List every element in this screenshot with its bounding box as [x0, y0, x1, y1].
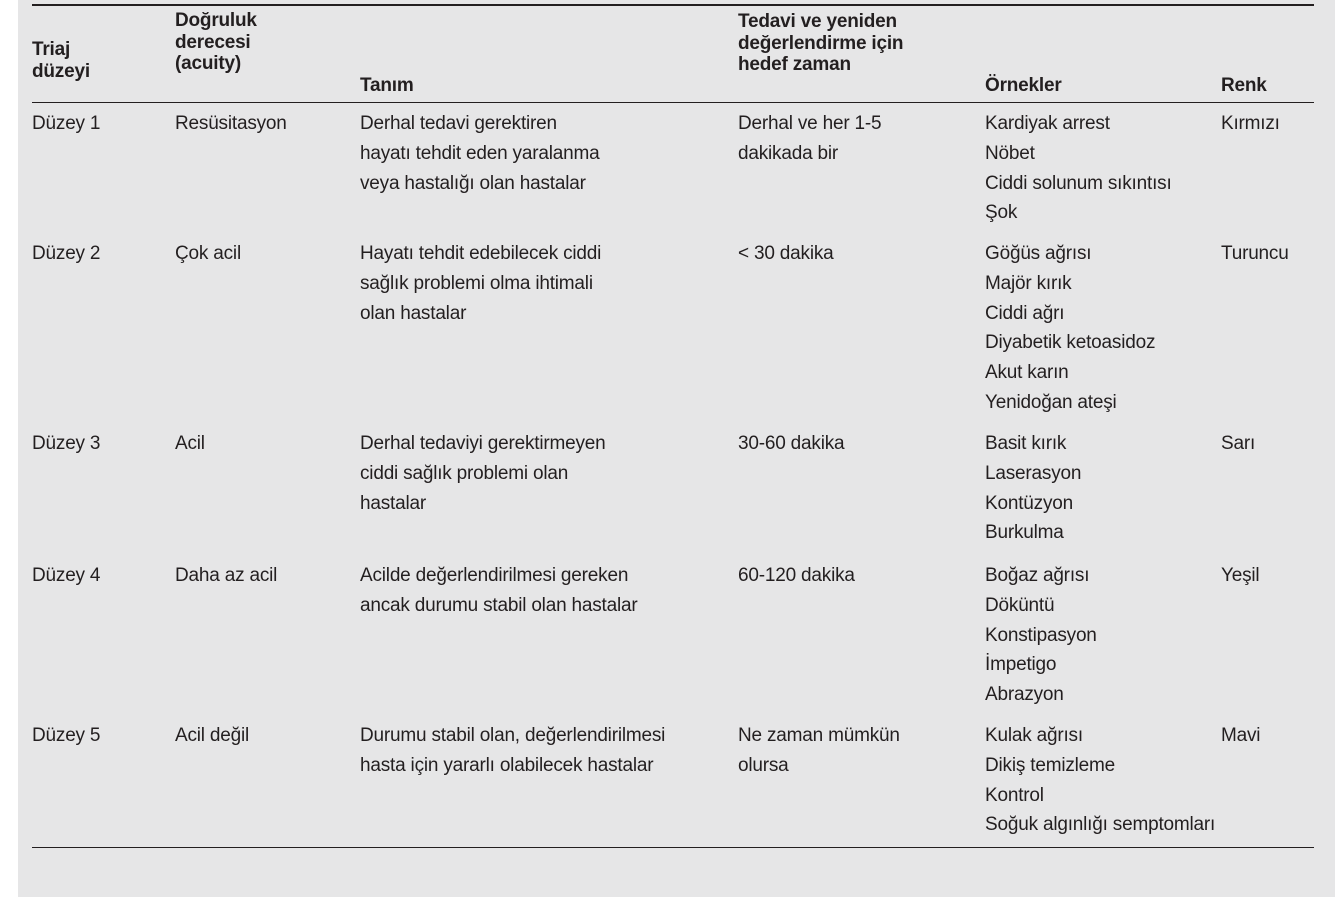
table-top-rule — [32, 4, 1314, 6]
header-color: Renk — [1221, 75, 1267, 96]
header-acuity: Doğruluk derecesi (acuity) — [175, 10, 257, 74]
row4-definition: Acilde değerlendirilmesi gereken ancak durumu stabil olan hastalar — [360, 565, 638, 616]
row1-target-time: Derhal ve her 1-5 dakikada bir — [738, 113, 882, 164]
row4-target-time: 60-120 dakika — [738, 565, 855, 586]
row1-definition: Derhal tedavi gerektiren hayatı tehdit eden yaralanma veya hastalığı olan hastalar — [360, 113, 600, 194]
row5-target-time: Ne zaman mümkün olursa — [738, 725, 900, 776]
row4-examples: Boğaz ağrısı Döküntü Konstipasyon İmpetigo Abrazyon — [985, 565, 1097, 706]
row2-definition: Hayatı tehdit edebilecek ciddi sağlık problemi olma ihtimali olan hastalar — [360, 243, 602, 324]
row1-examples: Kardiyak arrest Nöbet Ciddi solunum sıkıntısı Şok — [985, 113, 1172, 224]
header-level: Triaj düzeyi — [32, 39, 90, 82]
row2-acuity: Çok acil — [175, 243, 241, 264]
row2-level: Düzey 2 — [32, 243, 101, 264]
header-examples: Örnekler — [985, 75, 1062, 96]
row3-acuity: Acil — [175, 433, 205, 454]
row5-definition: Durumu stabil olan, değerlendirilmesi hasta için yararlı olabilecek hastalar — [360, 725, 666, 776]
row1-level: Düzey 1 — [32, 113, 101, 134]
row3-definition: Derhal tedaviyi gerektirmeyen ciddi sağlık problemi olan hastalar — [360, 433, 606, 514]
row5-level: Düzey 5 — [32, 725, 101, 746]
row4-acuity: Daha az acil — [175, 565, 278, 586]
row2-target-time: < 30 dakika — [738, 243, 834, 264]
table-bottom-rule — [32, 847, 1314, 848]
header-target-time: Tedavi ve yeniden değerlendirme için hedef zaman — [738, 11, 904, 75]
row5-color: Mavi — [1221, 725, 1261, 746]
row3-level: Düzey 3 — [32, 433, 101, 454]
row5-examples: Kulak ağrısı Dikiş temizleme Kontrol Soğuk algınlığı semptomları — [985, 725, 1216, 836]
row3-examples: Basit kırık Laserasyon Kontüzyon Burkulma — [985, 433, 1082, 544]
row1-acuity: Resüsitasyon — [175, 113, 287, 134]
row3-color: Sarı — [1221, 433, 1256, 454]
row3-target-time: 30-60 dakika — [738, 433, 845, 454]
row1-color: Kırmızı — [1221, 113, 1280, 134]
table-header-rule — [32, 102, 1314, 103]
row2-examples: Göğüs ağrısı Majör kırık Ciddi ağrı Diyabetik ketoasidoz Akut karın Yenidoğan ateşi — [985, 243, 1156, 413]
row5-acuity: Acil değil — [175, 725, 250, 746]
row4-level: Düzey 4 — [32, 565, 101, 586]
header-definition: Tanım — [360, 75, 414, 96]
row4-color: Yeşil — [1221, 565, 1260, 586]
row2-color: Turuncu — [1221, 243, 1289, 264]
